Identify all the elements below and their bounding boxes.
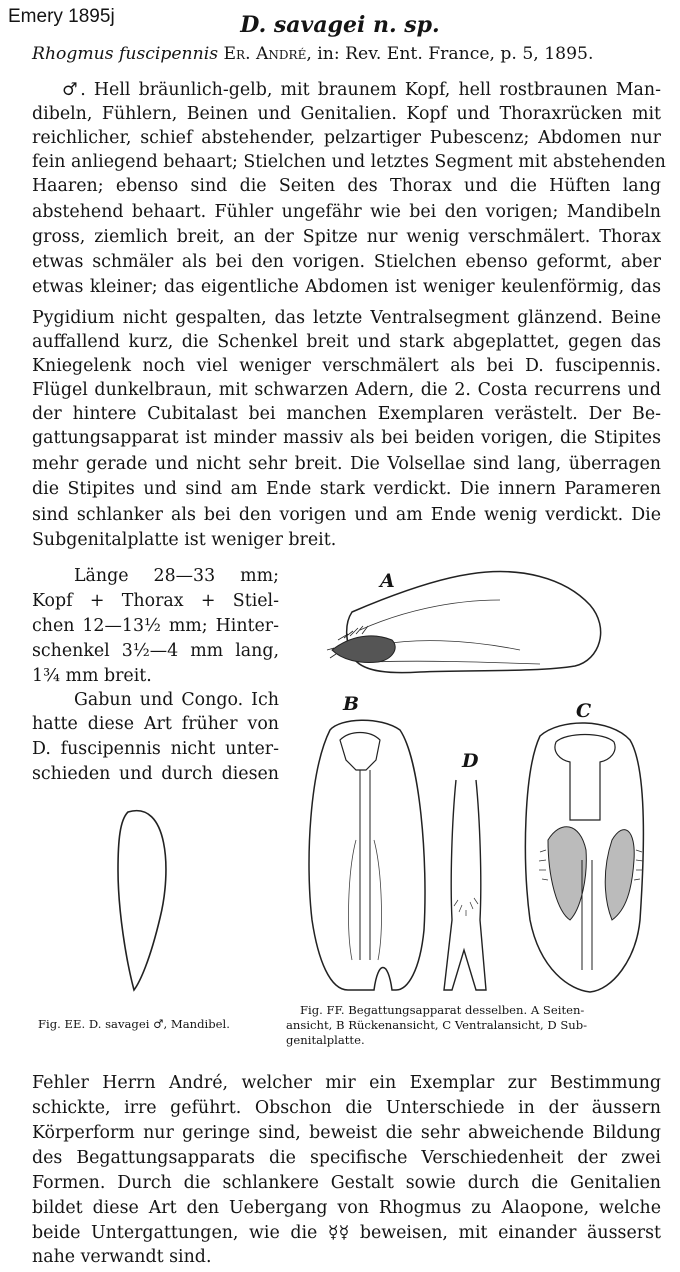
- figure-label-b: B: [343, 693, 360, 715]
- description-line: mehr gerade und nicht sehr breit. Die Volsellae sind lang, überragen: [32, 454, 661, 474]
- locality-line: schieden und durch diesen: [32, 764, 279, 784]
- description-line: fein anliegend behaart; Stielchen und letztes Segment mit abstehenden: [32, 152, 666, 172]
- description-line: etwas schmäler als bei den vorigen. Stielchen ebenso geformt, aber: [32, 252, 661, 272]
- caption-fig-ff-line: genitalplatte.: [286, 1033, 365, 1047]
- figure-label-a: A: [380, 570, 395, 592]
- caption-fig-ff-line: Fig. FF. Begattungsapparat desselben. A Seiten-: [300, 1003, 585, 1017]
- closing-line: Formen. Durch die schlankere Gestalt sowie durch die Genitalien: [32, 1173, 661, 1193]
- description-line: gattungsapparat ist minder massiv als bei beiden vorigen, die Stipites: [32, 428, 661, 448]
- description-line: der hintere Cubitalast bei manchen Exemplaren verästelt. Der Be-: [32, 404, 661, 424]
- caption-fig-ff: [286, 1003, 660, 1048]
- description-line: ♂. Hell bräunlich-gelb, mit braunem Kopf, hell rostbraunen Man-: [62, 80, 661, 100]
- description-line: sind schlanker als bei den vorigen und am Ende wenig verdickt. Die: [32, 505, 661, 525]
- figure-label-d: D: [462, 750, 479, 772]
- description-line: etwas kleiner; das eigentliche Abdomen ist weniger keulenförmig, das: [32, 277, 661, 297]
- locality-line: D. fuscipennis nicht unter-: [32, 739, 279, 759]
- synonym-citation: , in: Rev. Ent. France, p. 5, 1895.: [306, 44, 594, 64]
- locality-line: hatte diese Art früher von: [32, 714, 279, 734]
- description-line: Kniegelenk noch viel weniger verschmälert als bei D. fuscipennis.: [32, 356, 661, 376]
- closing-line: schickte, irre geführt. Obschon die Unterschiede in der äussern: [32, 1098, 661, 1118]
- measurement-line: chen 12—13½ mm; Hinter-: [32, 616, 279, 636]
- caption-fig-ee: Fig. EE. D. savagei ♂, Mandibel.: [38, 1017, 230, 1031]
- source-label: Emery 1895j: [8, 6, 115, 27]
- closing-line: Körperform nur geringe sind, beweist die sehr abweichende Bildung: [32, 1123, 661, 1143]
- description-line: Pygidium nicht gespalten, das letzte Ventralsegment glänzend. Beine: [32, 308, 661, 328]
- description-line: auffallend kurz, die Schenkel breit und stark abgeplattet, gegen das: [32, 332, 661, 352]
- description-line: die Stipites und sind am Ende stark verdickt. Die innern Parameren: [32, 479, 661, 499]
- measurement-line: Kopf + Thorax + Stiel-: [32, 591, 279, 611]
- description-line: abstehend behaart. Fühler ungefähr wie bei den vorigen; Mandibeln: [32, 202, 661, 222]
- synonym-author: Er. André: [223, 44, 307, 64]
- species-title: D. savagei n. sp.: [240, 12, 440, 38]
- locality-line: Gabun und Congo. Ich: [74, 690, 279, 710]
- description-line: dibeln, Fühlern, Beinen und Genitalien. Kopf und Thoraxrücken mit: [32, 104, 661, 124]
- caption-fig-ff-line: ansicht, B Rückenansicht, C Ventralansicht, D Sub-: [286, 1018, 588, 1032]
- closing-line: Fehler Herrn André, welcher mir ein Exemplar zur Bestimmung: [32, 1073, 661, 1093]
- description-line: Haaren; ebenso sind die Seiten des Thorax und die Hüften lang: [32, 176, 661, 196]
- synonym-name: Rhogmus fuscipennis: [32, 44, 219, 64]
- closing-line: beide Untergattungen, wie die ☿☿ beweisen, mit einander äusserst: [32, 1223, 661, 1243]
- description-line: Flügel dunkelbraun, mit schwarzen Adern, die 2. Costa recurrens und: [32, 380, 661, 400]
- measurement-line: schenkel 3½—4 mm lang,: [32, 641, 279, 661]
- closing-line: nahe verwandt sind.: [32, 1247, 212, 1267]
- measurement-line: 1¾ mm breit.: [32, 666, 152, 686]
- closing-line: bildet diese Art den Uebergang von Rhogmus zu Alaopone, welche: [32, 1198, 661, 1218]
- closing-line: des Begattungsapparats die specifische Verschiedenheit der zwei: [32, 1148, 661, 1168]
- description-line: Subgenitalplatte ist weniger breit.: [32, 530, 337, 550]
- description-line: gross, ziemlich breit, an der Spitze nur wenig verschmälert. Thorax: [32, 227, 661, 247]
- measurement-line: Länge 28—33 mm;: [74, 566, 279, 586]
- description-line: reichlicher, schief abstehender, pelzartiger Pubescenz; Abdomen nur: [32, 128, 661, 148]
- figure-label-c: C: [576, 700, 592, 722]
